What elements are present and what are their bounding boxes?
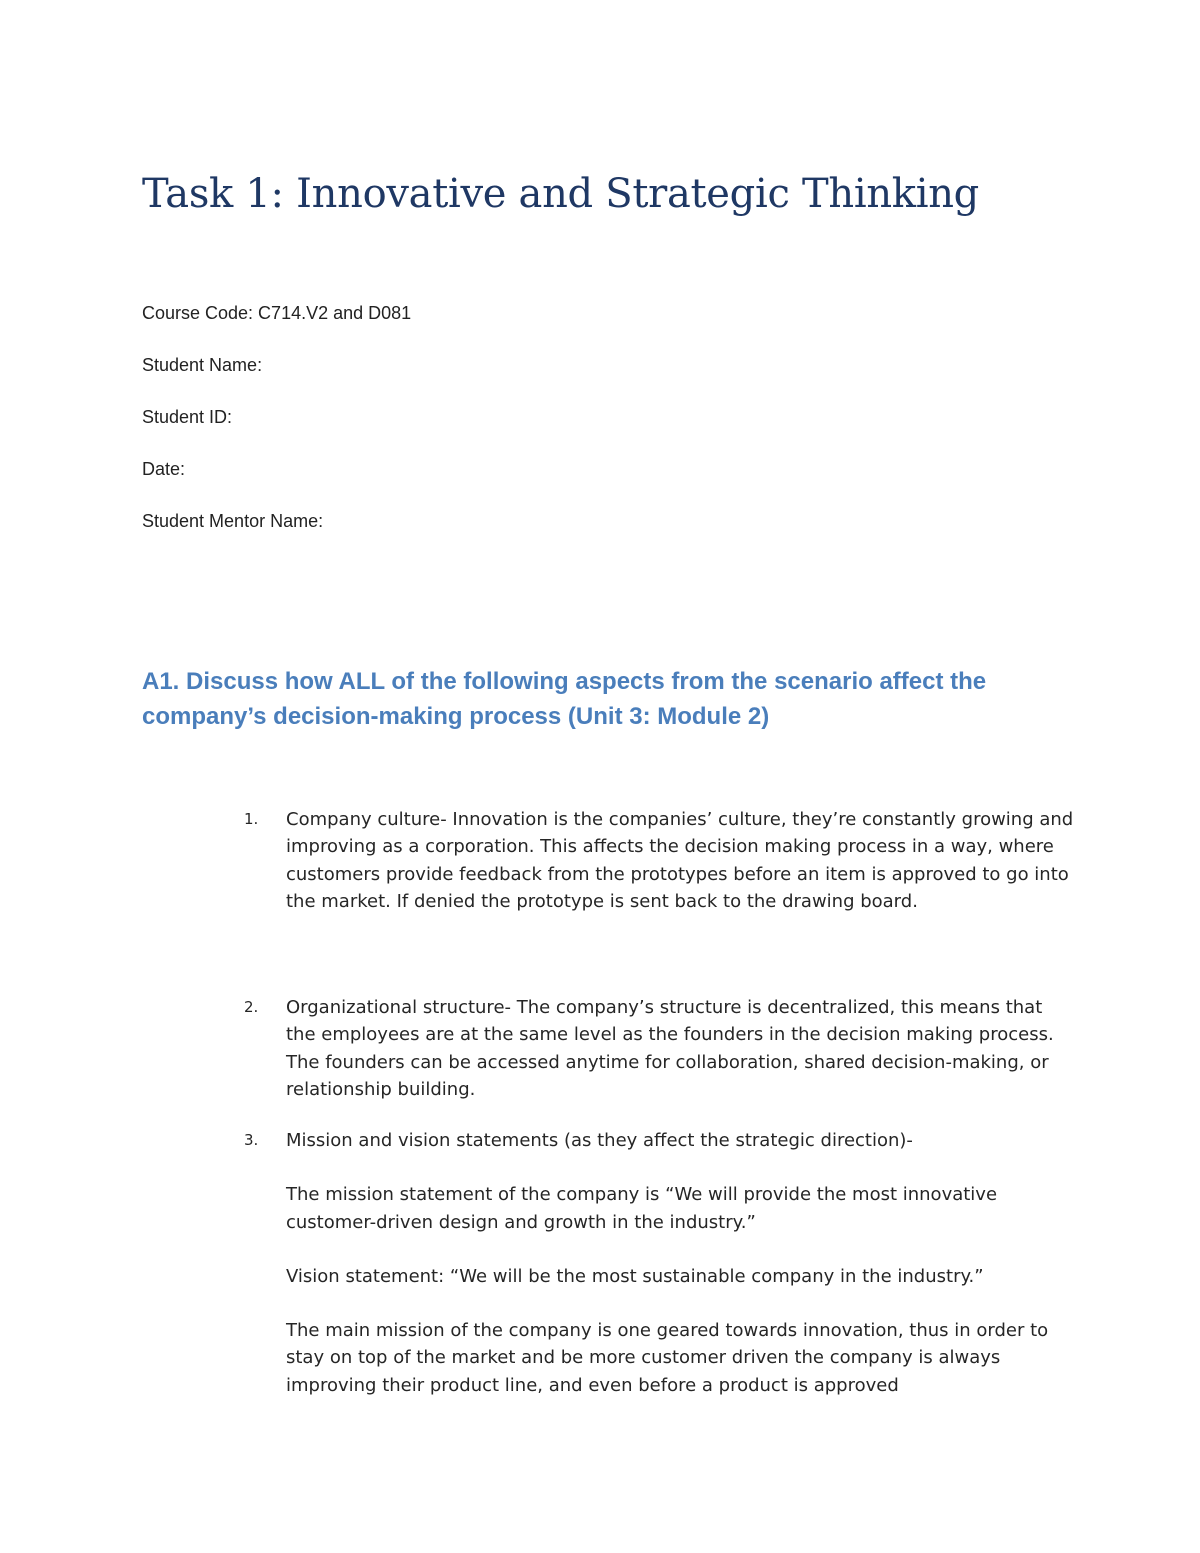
date-field: Date:	[142, 459, 186, 479]
mission-statement-paragraph: The mission statement of the company is “We will provide the most innovative customer-driven design and growth in the industry.”	[286, 1184, 998, 1233]
aspect-item-organizational-structure	[244, 994, 1074, 1103]
course-code-field: Course Code: C714.V2 and D081	[142, 303, 412, 323]
student-id-field: Student ID:	[142, 407, 233, 427]
list-number: 1.	[244, 810, 259, 828]
aspect-text: Mission and vision statements (as they affect the strategic direction)-	[286, 1130, 913, 1151]
aspect-text: Company culture- Innovation is the companies’ culture, they’re constantly growing and improving as a corporation. This affects the decision making process in a way, where customers provide feedback from the prototypes before an item is approved to go into the market. If denied the prototype is sent back to the drawing board.	[286, 809, 1074, 912]
student-mentor-name-field: Student Mentor Name:	[142, 511, 324, 531]
aspect-item-mission-vision	[244, 1127, 1074, 1399]
aspect-item-company-culture	[244, 806, 1074, 915]
document-title: Task 1: Innovative and Strategic Thinking	[142, 171, 979, 217]
student-info-fields	[142, 300, 411, 560]
aspect-text: Organizational structure- The company’s structure is decentralized, this means that the employees are at the same level as the founders in the decision making process. The founders can be accessed anytime for collaboration, shared decision-making, or relationship building.	[286, 997, 1054, 1100]
list-number: 3.	[244, 1131, 259, 1149]
student-name-field: Student Name:	[142, 355, 263, 375]
mission-discussion-paragraph: The main mission of the company is one geared towards innovation, thus in order to stay on top of the market and be more customer driven the company is always improving their product line, and even before a product is approved	[286, 1320, 1049, 1396]
vision-statement-paragraph: Vision statement: “We will be the most sustainable company in the industry.”	[286, 1265, 984, 1287]
section-heading-a1: A1. Discuss how ALL of the following aspects from the scenario affect the company’s decision-making process (Unit 3: Module 2)	[142, 668, 987, 730]
list-number: 2.	[244, 998, 259, 1016]
